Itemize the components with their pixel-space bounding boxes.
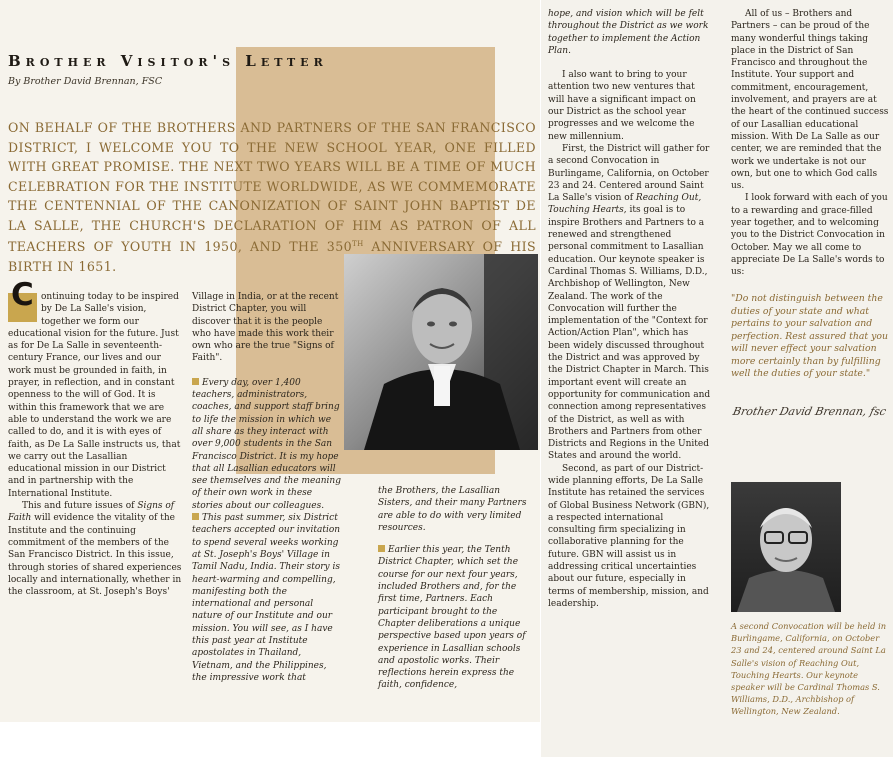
star-bullet-icon — [378, 545, 385, 552]
brother-portrait-photo — [344, 254, 538, 450]
col5-paragraph-1: All of us – Brothers and Partners – can be proud of the many wonderful things taking place in the District of San Francisco and throughout the Institute. Your support and commitment, encouragement, involvement, and prayers are at the heart of the continued success of our Lasallian educational mission. With De La Salle as our center, we are reminded that the work we undertake is not our own, but one to which God calls us. — [731, 9, 889, 192]
col1-paragraph-2a: This and future issues of — [22, 501, 138, 512]
col4-paragraph-2: I also want to bring to your attention two new ventures that will have a significant impact on our District as the school year progresses and we welcome the new millennium. — [548, 70, 696, 142]
lead-superscript: TH — [352, 240, 364, 248]
de-la-salle-quote: "Do not distinguish between the duties of your state and what pertains to your salvation and perfection. Rest assured that you will never effect your salvation more certainly than by fulfilling well the duties of your state." — [731, 293, 888, 379]
cardinal-image — [731, 482, 841, 612]
column-5 — [731, 8, 889, 279]
column-3 — [378, 485, 530, 692]
col2-paragraph-3: This past summer, six District teachers accepted our invitation to spend several weeks working at St. Joseph's Boys' Village in Tamil Nadu, India. Their story is heart-warming and compelling, manifesting both the international and personal nature of our Institute and our mission. You will see, as I have this past year at Institute apostolates in Thailand, Vietnam, and the Philippines, the impressive work that — [192, 513, 341, 683]
col5-paragraph-2: I look forward with each of you to a rewarding and grace-filled year together, and to welcoming you to the District Convocation in October. May we all come to appreciate De La Salle's words to us: — [731, 193, 888, 278]
star-bullet-icon — [192, 378, 199, 385]
col1-paragraph-2c: will evidence the vitality of the Institute and the continuing commitment of the members of the San Francisco District. In this issue, through stories of shared experiences locally and internationally, whether in the classroom, at St. Joseph's Boys' — [8, 513, 182, 598]
signature: Brother David Brennan, fsc — [731, 405, 888, 418]
column-2 — [192, 291, 344, 684]
drop-cap: C — [8, 293, 37, 322]
lead-number: 350 — [326, 239, 353, 255]
lead-end: ANNIVERSARY OF HIS BIRTH IN 1651. — [8, 239, 536, 274]
lead-text: ON BEHALF OF THE BROTHERS AND PARTNERS OF THE SAN FRANCISCO DISTRICT, I WELCOME YOU TO THE NEW SCHOOL YEAR, ONE FILLED WITH GREAT PROMISE. THE NEXT TWO YEARS WILL BE A TIME OF MUCH CELEBRATION FOR THE INSTITUTE WORLDWIDE, AS WE COMMEMORATE THE CENTENNIAL OF THE CANONIZATION OF SAINT JOHN BAPTIST DE LA SALLE, THE CHURCH'S DECLARATION OF HIM AS PATRON OF ALL TEACHERS OF YOUTH IN 1950, AND THE — [8, 120, 536, 255]
col3-paragraph-2: Earlier this year, the Tenth District Chapter, which set the course for our next four years, included Brothers and, for the first time, Partners. Each participant brought to the Chapter deliberations a unique perspective based upon years of experience in Lasallian schools and apostolic works. Their reflections herein express the faith, confidence, — [378, 545, 526, 691]
byline: By Brother David Brennan, FSC — [8, 76, 163, 87]
col4-paragraph-3a: First, the District will gather for a second Convocation in Burlingame, California, on October 23 and 24. Centered around Saint La Salle's vision of — [548, 143, 710, 204]
column-4 — [548, 8, 712, 610]
article-title: Brother Visitor's Letter — [8, 52, 328, 70]
col1-paragraph-1: ontinuing today to be inspired by De La Salle's vision, together we form our educational vision for the future. Just as for De La Salle in seventeenth-century France, our lives and our work must be grounded in faith, in prayer, in reflection, and in constant openness to the will of God. It is within this framework that we are able to understand the work we are called to do, and it is with eyes of faith, as De La Salle instructs us, that we carry out the Lasallian educational mission in our District and in partnership with the International Institute. — [8, 292, 181, 499]
convocation-theme: Reaching Out, Touching Hearts — [548, 193, 702, 216]
col4-paragraph-3c: , its goal is to inspire Brothers and Partners to a renewed and strengthened personal commitment to Lasallian education. Our keynote speaker is Cardinal Thomas S. Williams, D.D., Archbishop of Wellington, New Zealand. The work of the Convocation will further the implementation of the "Context for Action/Action Plan", which has been widely discussed throughout the District and was approved by the District Chapter in March. This important event will create an opportunity for communication and connection among representatives of the District, as well as with Brothers and Partners from other Districts and Regions in the United States and around the world. — [548, 205, 711, 462]
lead-paragraph — [8, 118, 536, 276]
col4-paragraph-1: hope, and vision which will be felt throughout the District as we work together to implement the Action Plan. — [548, 9, 709, 56]
column-1 — [8, 277, 182, 598]
star-bullet-icon — [192, 513, 199, 520]
col2-paragraph-1: Village in India, or at the recent District Chapter, you will discover that it is the people who have made this work their own who are the true "Signs of Faith". — [192, 292, 339, 364]
col3-paragraph-1: the Brothers, the Lasallian Sisters, and their many Partners are able to do with very limited resources. — [378, 486, 527, 533]
portrait-image — [344, 254, 538, 450]
magazine-title: Signs of Faith — [8, 501, 175, 524]
cardinal-portrait-photo — [731, 482, 841, 612]
photo-caption: A second Convocation will be held in Burlingame, California, on October 23 and 24, centered around Saint La Salle's vision of Reaching Out, Touching Hearts. Our keynote speaker will be Cardinal Thomas S. Williams, D.D., Archbishop of Wellington, New Zealand. — [731, 621, 887, 717]
col2-paragraph-2: Every day, over 1,400 teachers, administrators, coaches, and support staff bring to life the mission in which we all share as they interact with over 9,000 students in the San Francisco District. It is my hope that all Lasallian educators will see themselves and the meaning of their own work in these stories about our colleagues. — [192, 377, 341, 511]
col4-paragraph-4: Second, as part of our District-wide planning efforts, De La Salle Institute has retained the services of Global Business Network (GBN), a respected international consulting firm specializing in collaborative planning for the future. GBN will assist us in addressing critical uncertainties about our future, especially in terms of membership, mission, and leadership. — [548, 463, 710, 609]
